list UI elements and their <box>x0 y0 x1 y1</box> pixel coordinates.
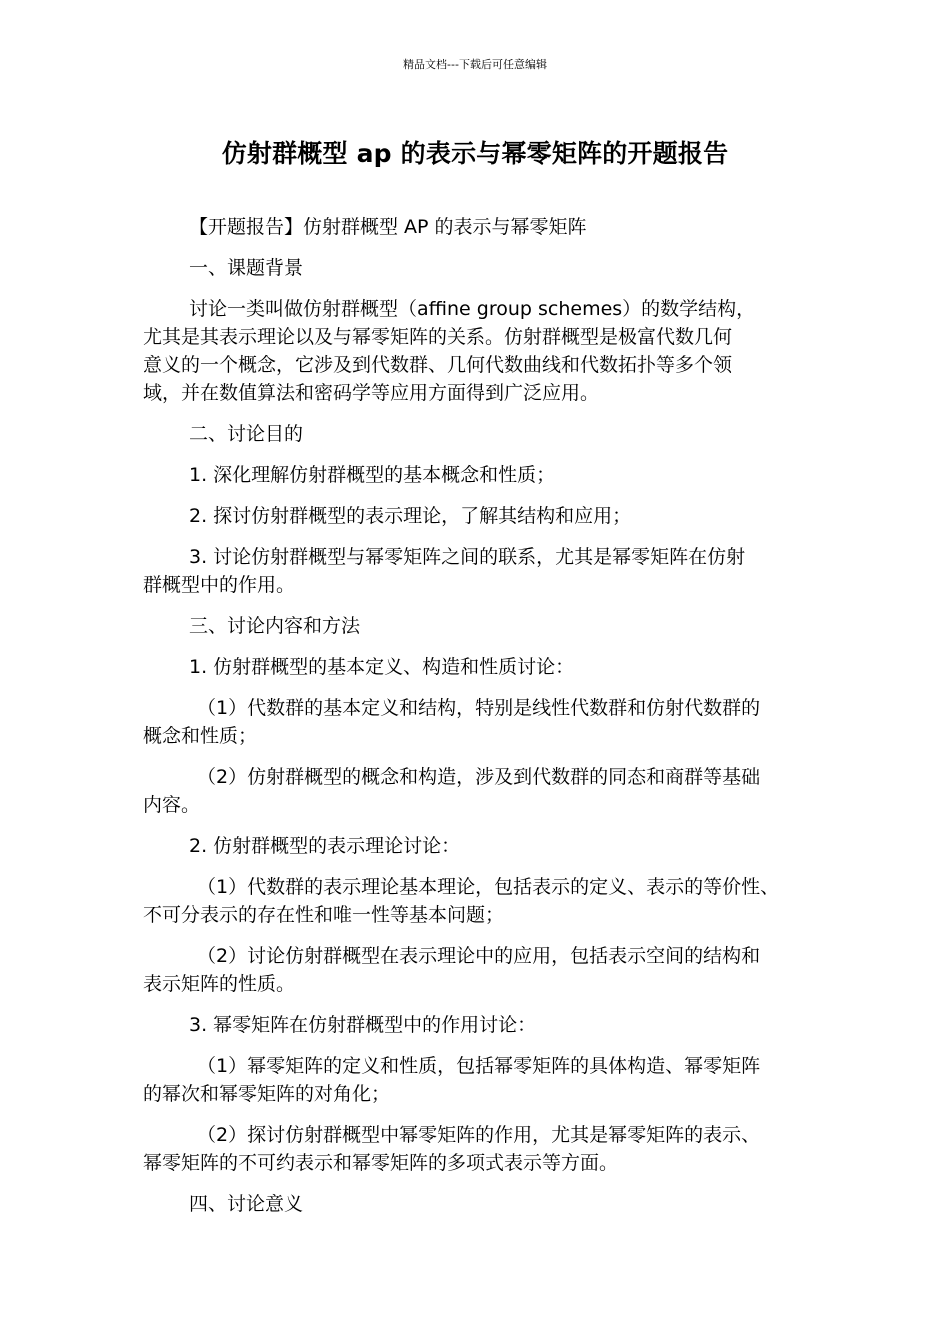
text-line: （2）探讨仿射群概型中幂零矩阵的作用，尤其是幂零矩阵的表示、 <box>197 1124 761 1146</box>
text-line: 2. 探讨仿射群概型的表示理论，了解其结构和应用； <box>189 505 632 527</box>
paragraph-report-label <box>143 213 823 241</box>
text-line: 表示矩阵的性质。 <box>143 973 296 995</box>
section-heading-text: 一、课题背景 <box>189 257 304 279</box>
text-line: 意义的一个概念，它涉及到代数群、几何代数曲线和代数拓扑等多个领 <box>143 354 733 376</box>
document-body <box>143 213 823 1231</box>
sub-item-content-2b <box>143 942 823 998</box>
text-line: （2）讨论仿射群概型在表示理论中的应用，包括表示空间的结构和 <box>197 945 761 967</box>
document-title: 仿射群概型 ap 的表示与幂零矩阵的开题报告 <box>221 139 729 168</box>
text-line: 概念和性质； <box>143 725 258 747</box>
sub-item-content-2a <box>143 873 823 929</box>
section-heading-significance <box>143 1190 823 1218</box>
text-line: （1）代数群的基本定义和结构，特别是线性代数群和仿射代数群的 <box>197 697 761 719</box>
section-heading-goals <box>143 420 823 448</box>
list-item-goal-1 <box>143 461 823 489</box>
text-line: 讨论一类叫做仿射群概型（affine group schemes）的数学结构， <box>189 298 756 320</box>
section-heading-text: 二、讨论目的 <box>189 423 304 445</box>
paragraph-background <box>143 295 823 407</box>
text-line: 尤其是其表示理论以及与幂零矩阵的关系。仿射群概型是极富代数几何 <box>143 326 733 348</box>
list-item-content-2 <box>143 832 823 860</box>
sub-item-content-3b <box>143 1121 823 1177</box>
text-line: 2. 仿射群概型的表示理论讨论： <box>189 835 461 857</box>
list-item-goal-2 <box>143 502 823 530</box>
text-line: 3. 讨论仿射群概型与幂零矩阵之间的联系，尤其是幂零矩阵在仿射 <box>189 546 746 568</box>
list-item-goal-3 <box>143 543 823 599</box>
text-line: 不可分表示的存在性和唯一性等基本问题； <box>143 904 505 926</box>
section-heading-content <box>143 612 823 640</box>
sub-item-content-1b <box>143 763 823 819</box>
sub-item-content-1a <box>143 694 823 750</box>
text-line: 3. 幂零矩阵在仿射群概型中的作用讨论： <box>189 1014 537 1036</box>
text-line: （1）代数群的表示理论基本理论，包括表示的定义、表示的等价性、 <box>197 876 780 898</box>
report-label-line: 【开题报告】仿射群概型 AP 的表示与幂零矩阵 <box>189 216 587 238</box>
list-item-content-1 <box>143 653 823 681</box>
text-line: 幂零矩阵的不可约表示和幂零矩阵的多项式表示等方面。 <box>143 1152 619 1174</box>
section-heading-text: 四、讨论意义 <box>189 1193 304 1215</box>
text-line: 内容。 <box>143 794 201 816</box>
sub-item-content-3a <box>143 1052 823 1108</box>
list-item-content-3 <box>143 1011 823 1039</box>
section-heading-background <box>143 254 823 282</box>
text-line: 域，并在数值算法和密码学等应用方面得到广泛应用。 <box>143 382 600 404</box>
header-note: 精品文档---下载后可任意编辑 <box>403 58 547 71</box>
text-line: 1. 仿射群概型的基本定义、构造和性质讨论： <box>189 656 575 678</box>
section-heading-text: 三、讨论内容和方法 <box>189 615 361 637</box>
text-line: 群概型中的作用。 <box>143 574 296 596</box>
text-line: （2）仿射群概型的概念和构造，涉及到代数群的同态和商群等基础 <box>197 766 761 788</box>
text-line: 的幂次和幂零矩阵的对角化； <box>143 1083 391 1105</box>
text-line: （1）幂零矩阵的定义和性质，包括幂零矩阵的具体构造、幂零矩阵 <box>197 1055 761 1077</box>
text-line: 1. 深化理解仿射群概型的基本概念和性质； <box>189 464 556 486</box>
